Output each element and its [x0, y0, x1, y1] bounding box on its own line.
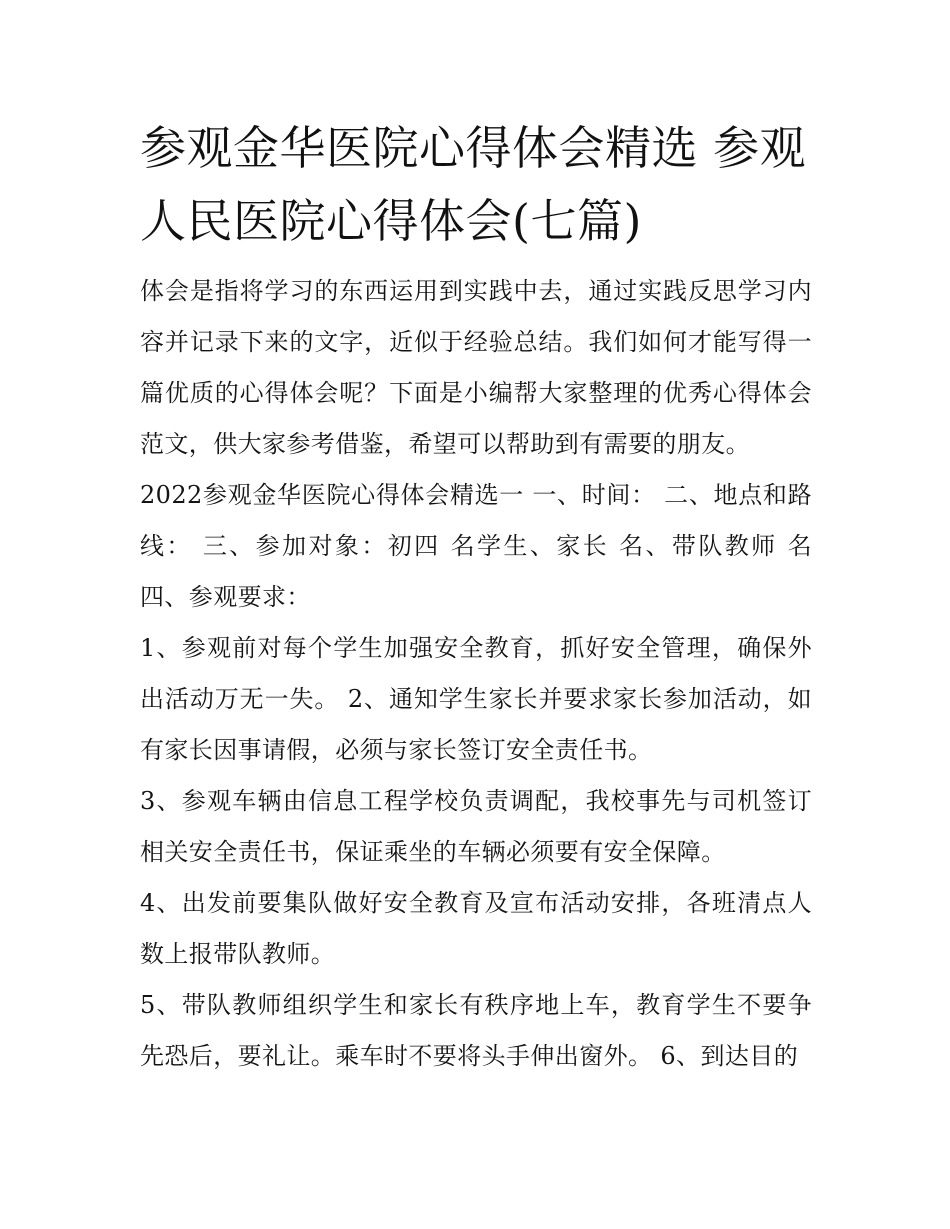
intro-paragraph: 体会是指将学习的东西运用到实践中去，通过实践反思学习内容并记录下来的文字，近似于经验总结。我们如何才能写得一篇优质的心得体会呢？下面是小编帮大家整理的优秀心得体会范文，供大家参考借鉴，希望可以帮助到有需要的朋友。	[140, 277, 812, 458]
requirement-5-6-paragraph: 5、带队教师组织学生和家长有秩序地上车，教育学生不要争先恐后，要礼让。乘车时不要将头手伸出窗外。 6、到达目的	[140, 991, 812, 1070]
requirement-1-2-paragraph: 1、参观前对每个学生加强安全教育，抓好安全管理，确保外出活动万无一失。 2、通知学生家长并要求家长参加活动，如有家长因事请假，必须与家长签订安全责任书。	[140, 634, 812, 764]
section-one-paragraph: 2022参观金华医院心得体会精选一 一、时间： 二、地点和路线： 三、参加对象：初四 名学生、家长 名、带队教师 名 四、参观要求：	[140, 481, 812, 611]
document-title: 参观金华医院心得体会精选 参观人民医院心得体会(七篇)	[140, 121, 807, 248]
document-page	[140, 112, 812, 1082]
requirement-3-paragraph: 3、参观车辆由信息工程学校负责调配，我校事先与司机签订相关安全责任书，保证乘坐的车辆必须要有安全保障。	[140, 787, 812, 866]
requirement-4-paragraph: 4、出发前要集队做好安全教育及宣布活动安排，各班清点人数上报带队教师。	[140, 889, 812, 968]
